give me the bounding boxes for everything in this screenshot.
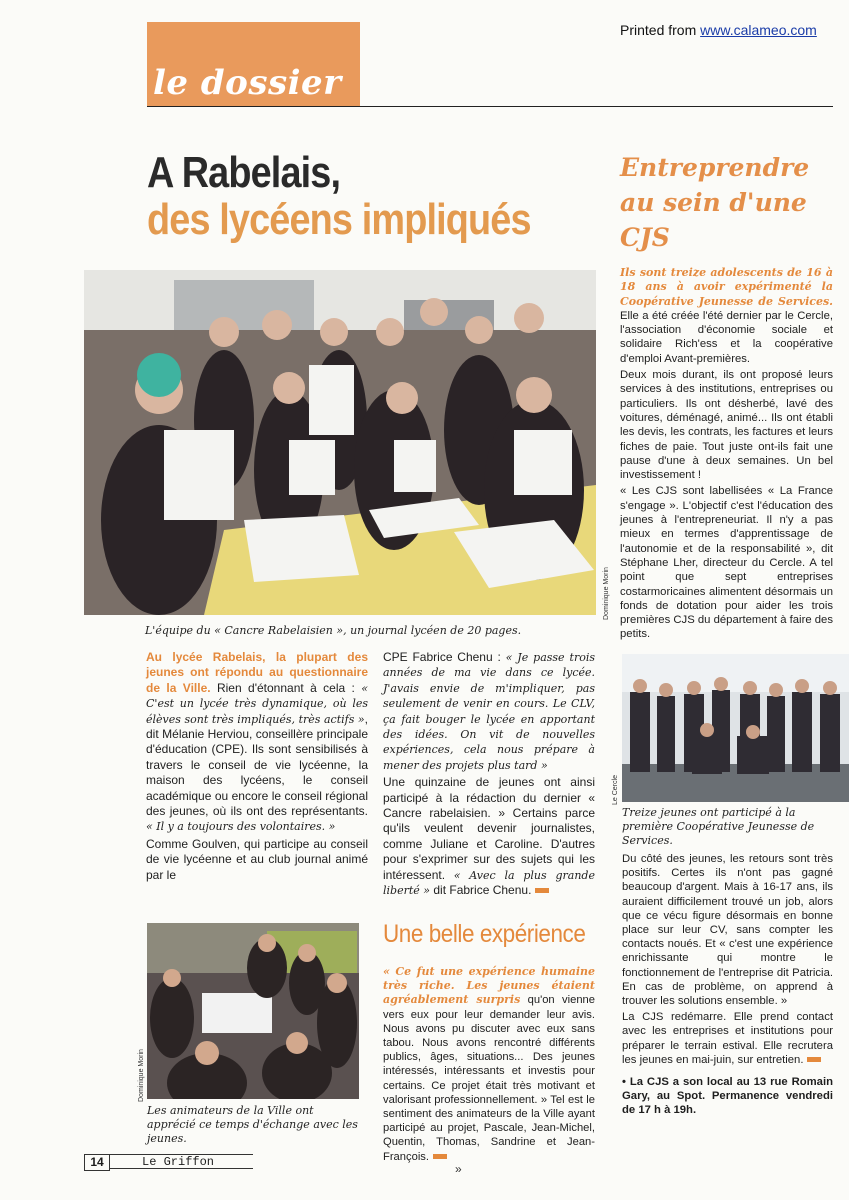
- animators-photo-credit: Dominique Morin: [138, 1049, 145, 1102]
- stray-mark: »: [455, 1162, 462, 1176]
- cjs-title: Entreprendre au sein d'une CJS: [620, 153, 810, 252]
- section-tag: le dossier: [147, 22, 360, 107]
- cjs-photo-caption: Treize jeunes ont participé à la première Coopérative Jeunesse de Services.: [622, 806, 815, 847]
- header-rule: [147, 106, 833, 107]
- experience-title: Une belle expérience: [383, 920, 586, 948]
- calameo-link[interactable]: www.calameo.com: [700, 22, 817, 38]
- end-mark: [433, 1154, 447, 1159]
- cjs-photo-image: [622, 654, 849, 802]
- page-number: 14: [84, 1154, 110, 1171]
- headline-line2: des lycéens impliqués: [147, 195, 531, 244]
- headline-line1: A Rabelais,: [147, 148, 341, 197]
- printed-from-notice: Printed from www.calameo.com: [620, 22, 817, 38]
- cjs-lead: Ils sont treize adolescents de 16 à 18 ans à avoir expérimenté la Coopérative Jeunesse de Services.: [620, 266, 833, 308]
- article1-col2: CPE Fabrice Chenu : « Je passe trois années de ma vie dans ce lycée. J'avais envie de m'impliquer, pas seulement de venir en cours. Le CLV, ça fait bouger le lycée en apportant des idées. On vit de nouvelles expériences, cela nous prépare à mener des projets plus tard » Une quinzaine de jeunes ont ainsi participé à la rédaction du dernier « Cancre rabelaisien. » Certains parce qu'ils veulent devenir journalistes, comme Juliane et Caroline. D'autres pour s'exprimer sur des sujets qui les intéressent. « Avec la plus grande liberté » dit Fabrice Chenu.: [383, 650, 595, 898]
- end-mark: [807, 1057, 821, 1062]
- cjs-photo: [622, 654, 849, 802]
- main-photo: [84, 270, 596, 615]
- cjs-photo-credit: Le Cercle: [612, 775, 619, 805]
- main-photo-image: [84, 270, 596, 615]
- article1-lead: Au lycée Rabelais, la plupart des jeunes ont répondu au questionnaire de la Ville.: [146, 650, 368, 695]
- cjs-body-2: Du côté des jeunes, les retours sont très positifs. Certes ils n'ont pas gagné beaucoup d'argent. Mais à 16-17 ans, ils auraient difficilement trouvé un job, alors que ce vécu figure désormais en bonne place sur leur CV, sans compter les contacts noués. Et « c'est une expérience enrichissante qui montre le fonctionnement de l'entreprise dit Patricia. En cas de problème, on apprend à trouver les solutions ensemble. » La CJS redémarre. Elle prend contact avec les entreprises et institutions pour préparer le terrain estival. Elle recrutera les jeunes en mai-juin, sur entretien. • La CJS a son local au 13 rue Romain Gary, au Spot. Permanence vendredi de 17 h à 19h.: [622, 853, 833, 1117]
- animators-photo: [147, 923, 359, 1099]
- main-photo-caption: L'équipe du « Cancre Rabelaisien », un journal lycéen de 20 pages.: [145, 624, 522, 637]
- cjs-body: Ils sont treize adolescents de 16 à 18 ans à avoir expérimenté la Coopérative Jeunesse de Services. Elle a été créée l'été dernier par le Cercle, l'association d'économie sociale et solidaire Rich'ess et la coopérative d'emploi Avant-premières. Deux mois durant, ils ont proposé leurs services à des institutions, entreprises ou particuliers. Ils ont désherbé, lavé des voitures, déménagé, animé... Ils ont établi les devis, les contrats, les factures et leurs fiches de paie. Tout juste ont-ils fait une pause d'une à deux semaines. Un bel investissement ! « Les CJS sont labellisées « La France s'engage ». L'objectif c'est l'éducation des jeunes à l'entrepreneuriat. Il n'y a pas mieux en termes d'apprentissage de l'autonomie et de la responsabilité », dit Stéphane Lher, directeur du Cercle. A tel point que sept entreprises costarmoricaines alimentent désormais un fonds de dotation pour aider les trois premières CJS du département à faire des petits.: [620, 266, 833, 641]
- animators-photo-caption: Les animateurs de la Ville ont apprécié ce temps d'échange avec les jeunes.: [147, 1104, 358, 1145]
- cjs-local-info: • La CJS a son local au 13 rue Romain Gary, au Spot. Permanence vendredi de 17 h à 19h.: [622, 1076, 833, 1117]
- experience-body: « Ce fut une expérience humaine très riche. Les jeunes étaient agréablement surpris qu'on vienne vers eux pour leur demander leur avis. Nous avons pu discuter avec eux sans tabou. Nous avons rencontré différents publics, âges, situations... Des jeunes intéressés, intéressants et investis pour certains. Ce projet était très motivant et valorisant professionnellement. » Tel est le sentiment des animateurs de la Ville ayant participé au projet, Pascale, Jean-Michel, Quentin, Thomas, Sandrine et Jean-François.: [383, 965, 595, 1163]
- article1-col1: Au lycée Rabelais, la plupart des jeunes ont répondu au questionnaire de la Ville. Rien d'étonnant à cela : « C'est un lycée très dynamique, où les élèves sont très impliqués, très actifs », dit Mélanie Herviou, conseillère principale d'éducation (CPE). Ils sont sensibilisés à travers le conseil de vie lycéenne, la maison des lycéens, le conseil académique ou encore le conseil régional des jeunes, où ils ont des représentants. « Il y a toujours des volontaires. » Comme Goulven, qui participe au conseil de vie lycéenne et au club journal animé par le: [146, 650, 368, 882]
- main-photo-credit: Dominique Morin: [603, 567, 610, 620]
- experience-lead: « Ce fut une expérience humaine très riche. Les jeunes étaient agréablement surpris: [383, 965, 595, 1007]
- end-mark: [535, 888, 549, 893]
- publication-name: Le Griffon: [110, 1154, 253, 1169]
- animators-photo-image: [147, 923, 359, 1099]
